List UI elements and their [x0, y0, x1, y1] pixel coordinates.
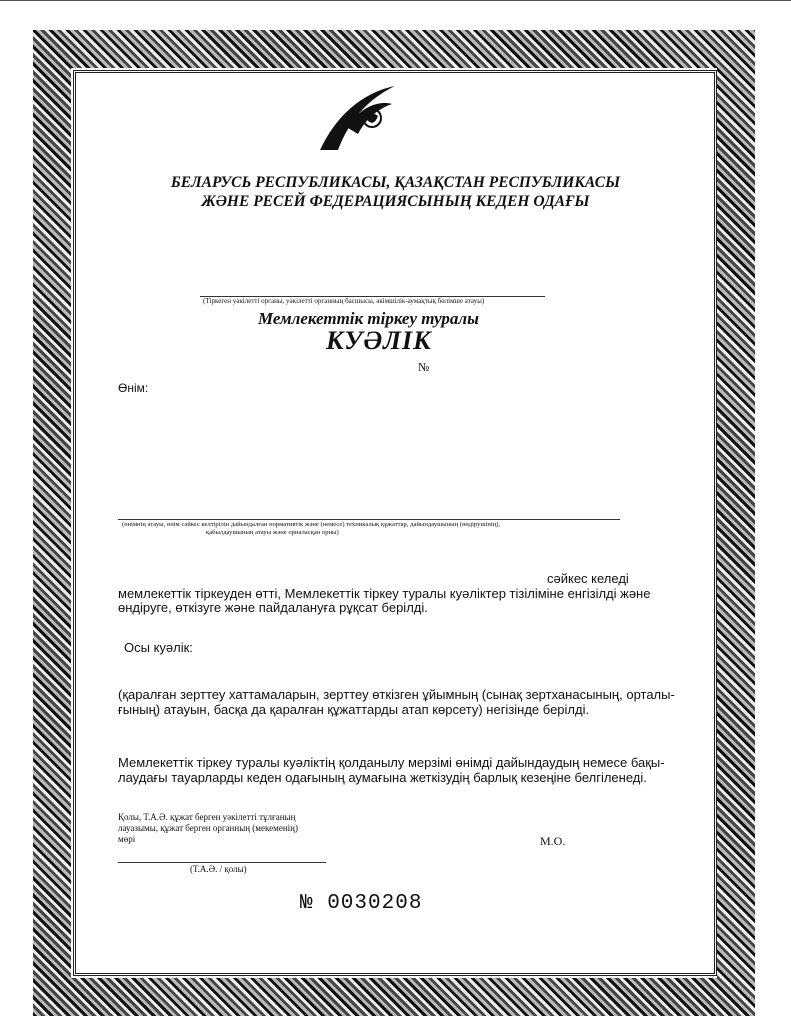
product-caption-line-2: қабылдаушының атауы және орналасқан орны)	[206, 529, 339, 536]
compliance-line-1: мемлекеттік тіркеуден өтті, Мемлекеттік тіркеу туралы куәліктер тізіліміне енгізілді және	[118, 586, 651, 601]
scan-top-edge	[0, 0, 791, 8]
seal-placeholder: М.О.	[540, 834, 566, 848]
product-label: Өнім:	[118, 381, 149, 395]
validity-line-1: Мемлекеттік тіркеу туралы куәліктің қолданылу мерзімі өнімді дайындаудың немесе бақы-	[118, 755, 665, 770]
header-line-2: ЖӘНЕ РЕСЕЙ ФЕДЕРАЦИЯСЫНЫҢ КЕДЕН ОДАҒЫ	[201, 193, 590, 210]
serial-number: № 0030208	[300, 892, 423, 915]
certificate-title: КУӘЛІК	[326, 326, 432, 355]
certificate-subtitle: Мемлекеттік тіркеу туралы	[258, 309, 479, 328]
compliance-text-start: сәйкес келеді	[547, 571, 629, 586]
compliance-line-2: өндіруге, өткізуге және пайдалануға рұқсат берілді.	[118, 600, 428, 615]
customs-union-logo-icon	[300, 78, 410, 158]
signature-label-line-1: Қолы, Т.А.Ә. құжат берген уәкілетті тұлғаның	[118, 812, 296, 822]
basis-line-1: (қаралған зерттеу хаттамаларын, зерттеу өткізген ұйымның (сынақ зертханасының, орталы-	[118, 687, 675, 702]
header-line-1: БЕЛАРУСЬ РЕСПУБЛИКАСЫ, ҚАЗАҚСТАН РЕСПУБЛИКАСЫ	[170, 174, 621, 191]
signature-caption: (Т.А.Ә. / қолы)	[190, 864, 247, 874]
signature-label-line-2: лауазымы, құжат берген органның (мекеменің)	[118, 823, 298, 833]
validity-line-2: лаудағы тауарларды кеден одағының аумағына жеткізудің барлық кезеңіне белгіленеді.	[118, 770, 647, 785]
product-field-line	[118, 519, 620, 520]
signature-label-line-3: мөрі	[118, 834, 136, 844]
certificate-number-sign: №	[418, 360, 430, 374]
product-caption-line-1: (өнімнің атауы, өнім сәйкес келтірілін дайындалған нормативтік және (немесе) техникалық құжаттар, дайындаушының (өндірушінің),	[122, 521, 501, 528]
issuer-caption: (Тіркеген уәкілетті органы, уәкілетті органның басшысы, әкімшілік-аумақтық бөлімше атауы)	[203, 297, 485, 305]
certificate-basis-label: Осы куәлік:	[124, 640, 193, 655]
signature-field-line	[118, 862, 326, 863]
basis-line-2: ғының) атауын, басқа да қаралған құжаттарды атап көрсету) негізінде берілді.	[118, 702, 590, 717]
